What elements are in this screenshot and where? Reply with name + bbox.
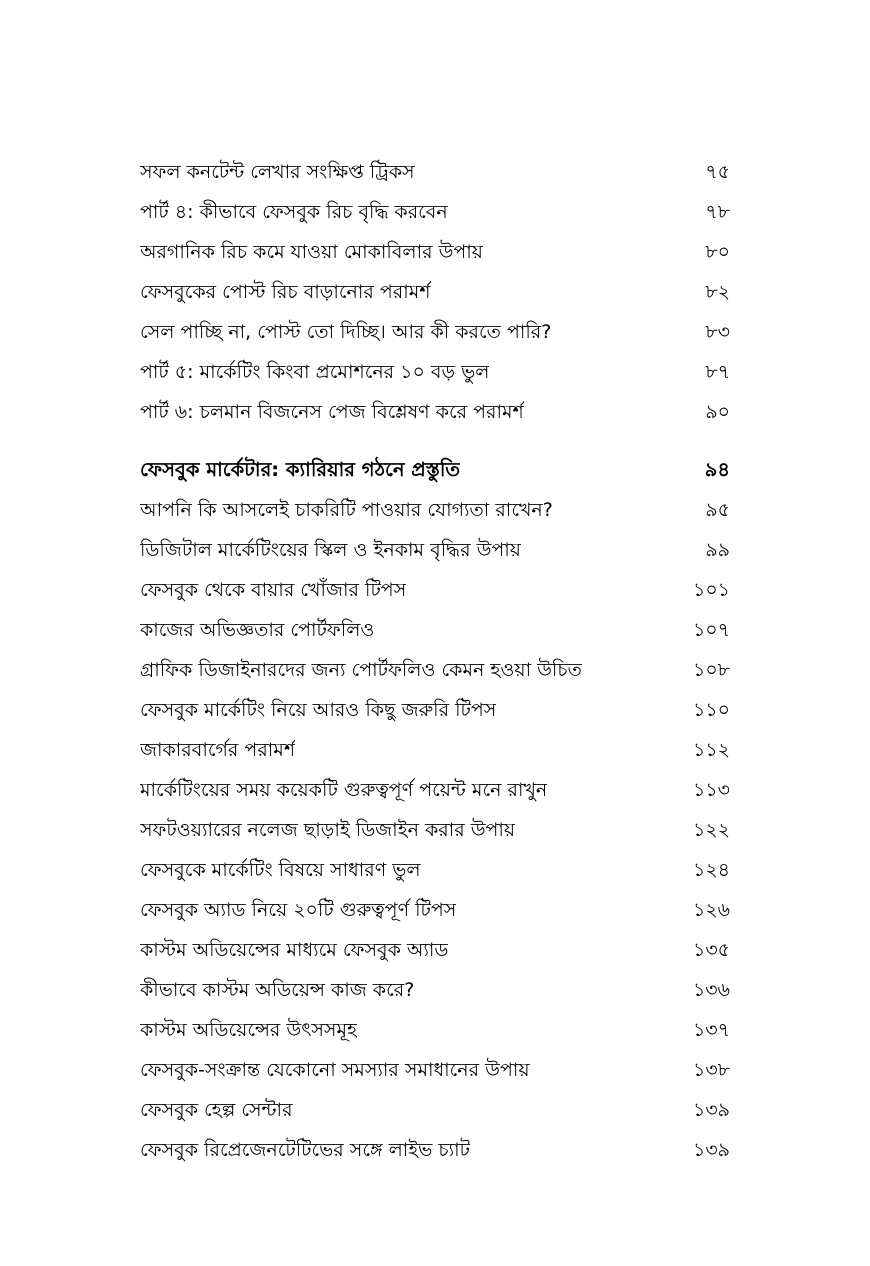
toc-entry-title: পার্ট ৪: কীভাবে ফেসবুক রিচ বৃদ্ধি করবেন xyxy=(140,201,448,223)
toc-entry-page-number: ১২৬ xyxy=(692,899,730,921)
toc-entry-page-number: ১০৭ xyxy=(692,619,730,641)
toc-entry-page-number: ৮৭ xyxy=(705,361,730,383)
toc-entry-title: ডিজিটাল মার্কেটিংয়ের স্কিল ও ইনকাম বৃদ্ধির উপায় xyxy=(140,539,521,561)
toc-entry-title: কীভাবে কাস্টম অডিয়েন্স কাজ করে? xyxy=(140,979,415,1001)
heading-title: ফেসবুক মার্কেটার: ক্যারিয়ার গঠনে প্রস্তুতি xyxy=(140,458,461,481)
toc-entry-title: সফল কনটেন্ট লেখার সংক্ষিপ্ত ট্রিকস xyxy=(140,161,415,183)
toc-entry xyxy=(140,970,730,1010)
toc-entry-page-number: ৯৯ xyxy=(705,539,730,561)
toc-entry-page-number: ১১০ xyxy=(692,699,730,721)
toc-entry-title: ফেসবুকে মার্কেটিং বিষয়ে সাধারণ ভুল xyxy=(140,859,421,881)
toc-entry-page-number: ৮৩ xyxy=(705,321,730,343)
toc-entry xyxy=(140,650,730,690)
toc-entry xyxy=(140,272,730,312)
toc-entry xyxy=(140,890,730,930)
toc-entry-page-number: ১৩৬ xyxy=(692,979,730,1001)
heading-page-number: ৯৪ xyxy=(704,458,730,481)
toc-entry-title: ফেসবুক-সংক্রান্ত যেকোনো সমস্যার সমাধানের উপায় xyxy=(140,1059,530,1081)
toc-entry xyxy=(140,352,730,392)
toc-entry-title: পার্ট ৫: মার্কেটিং কিংবা প্রমোশনের ১০ বড় ভুল xyxy=(140,361,490,383)
toc-entry-page-number: ৯০ xyxy=(705,401,730,423)
toc-entry-page-number: ৮২ xyxy=(705,281,730,303)
toc-entry-title: পার্ট ৬: চলমান বিজনেস পেজ বিশ্লেষণ করে পরামর্শ xyxy=(140,401,524,423)
toc-entry-page-number: ১৩৭ xyxy=(692,1019,730,1041)
toc-entry-page-number: ৭৮ xyxy=(705,201,730,223)
toc-entry-title: কাস্টম অডিয়েন্সের উৎসসমূহ xyxy=(140,1019,358,1041)
toc-entry-page-number: ১৩৯ xyxy=(692,1099,730,1121)
table-of-contents xyxy=(140,152,730,1170)
toc-entry xyxy=(140,930,730,970)
toc-entry-title: আপনি কি আসলেই চাকরিটি পাওয়ার যোগ্যতা রাখেন? xyxy=(140,499,553,521)
toc-entry xyxy=(140,570,730,610)
toc-entry-page-number: ৯৫ xyxy=(705,499,730,521)
toc-entry-page-number: ১৩৫ xyxy=(692,939,730,961)
toc-entry xyxy=(140,530,730,570)
toc-entry-title: জাকারবার্গের পরামর্শ xyxy=(140,739,296,761)
toc-entry-page-number: ৮০ xyxy=(705,241,730,263)
toc-entry xyxy=(140,152,730,192)
toc-entry-page-number: ১০১ xyxy=(692,579,730,601)
toc-entry xyxy=(140,312,730,352)
toc-entry-title: কাজের অভিজ্ঞতার পোর্টফলিও xyxy=(140,619,375,641)
toc-entry-title: অরগানিক রিচ কমে যাওয়া মোকাবিলার উপায় xyxy=(140,241,483,263)
toc-group-1 xyxy=(140,152,730,432)
toc-entry-page-number: ১৩৯ xyxy=(692,1139,730,1161)
toc-entry-page-number: ১০৮ xyxy=(692,659,730,681)
toc-entry-title: ফেসবুকের পোস্ট রিচ বাড়ানোর পরামর্শ xyxy=(140,281,431,303)
toc-entry xyxy=(140,232,730,272)
toc-entry-page-number: ১৩৮ xyxy=(692,1059,730,1081)
toc-entry xyxy=(140,610,730,650)
toc-entry-title: ফেসবুক মার্কেটিং নিয়ে আরও কিছু জরুরি টিপস xyxy=(140,699,497,721)
toc-entry xyxy=(140,770,730,810)
toc-entry-title: ফেসবুক হেল্প সেন্টার xyxy=(140,1099,293,1121)
toc-entry xyxy=(140,1130,730,1170)
toc-entry xyxy=(140,730,730,770)
toc-entry-title: ফেসবুক থেকে বায়ার খোঁজার টিপস xyxy=(140,579,407,601)
toc-entry-title: কাস্টম অডিয়েন্সের মাধ্যমে ফেসবুক অ্যাড xyxy=(140,939,449,961)
toc-entry-page-number: ৭৫ xyxy=(705,161,730,183)
toc-entry xyxy=(140,1050,730,1090)
toc-entry-title: ফেসবুক রিপ্রেজেনটেটিভের সঙ্গে লাইভ চ্যাট xyxy=(140,1139,470,1161)
toc-entry xyxy=(140,850,730,890)
toc-entry-title: সফটওয়্যারের নলেজ ছাড়াই ডিজাইন করার উপায় xyxy=(140,819,516,841)
toc-entry-page-number: ১১৩ xyxy=(692,779,730,801)
toc-entry-page-number: ১২২ xyxy=(692,819,730,841)
toc-entry xyxy=(140,1010,730,1050)
toc-entry-title: সেল পাচ্ছি না, পোস্ট তো দিচ্ছি। আর কী করতে পারি? xyxy=(140,321,552,343)
toc-entry-page-number: ১২৪ xyxy=(692,859,730,881)
toc-entry xyxy=(140,490,730,530)
toc-section-heading xyxy=(140,450,730,490)
toc-entry-title: মার্কেটিংয়ের সময় কয়েকটি গুরুত্বপূর্ণ পয়েন্ট মনে রাখুন xyxy=(140,779,548,801)
toc-entry-title: গ্রাফিক ডিজাইনারদের জন্য পোর্টফলিও কেমন হওয়া উচিত xyxy=(140,659,582,681)
toc-entry xyxy=(140,192,730,232)
toc-entry xyxy=(140,690,730,730)
toc-entry-page-number: ১১২ xyxy=(692,739,730,761)
toc-entry xyxy=(140,810,730,850)
toc-entry xyxy=(140,392,730,432)
section-gap xyxy=(140,432,730,450)
toc-entry xyxy=(140,1090,730,1130)
toc-entry-title: ফেসবুক অ্যাড নিয়ে ২০টি গুরুত্বপূর্ণ টিপস xyxy=(140,899,457,921)
toc-group-2 xyxy=(140,490,730,1170)
